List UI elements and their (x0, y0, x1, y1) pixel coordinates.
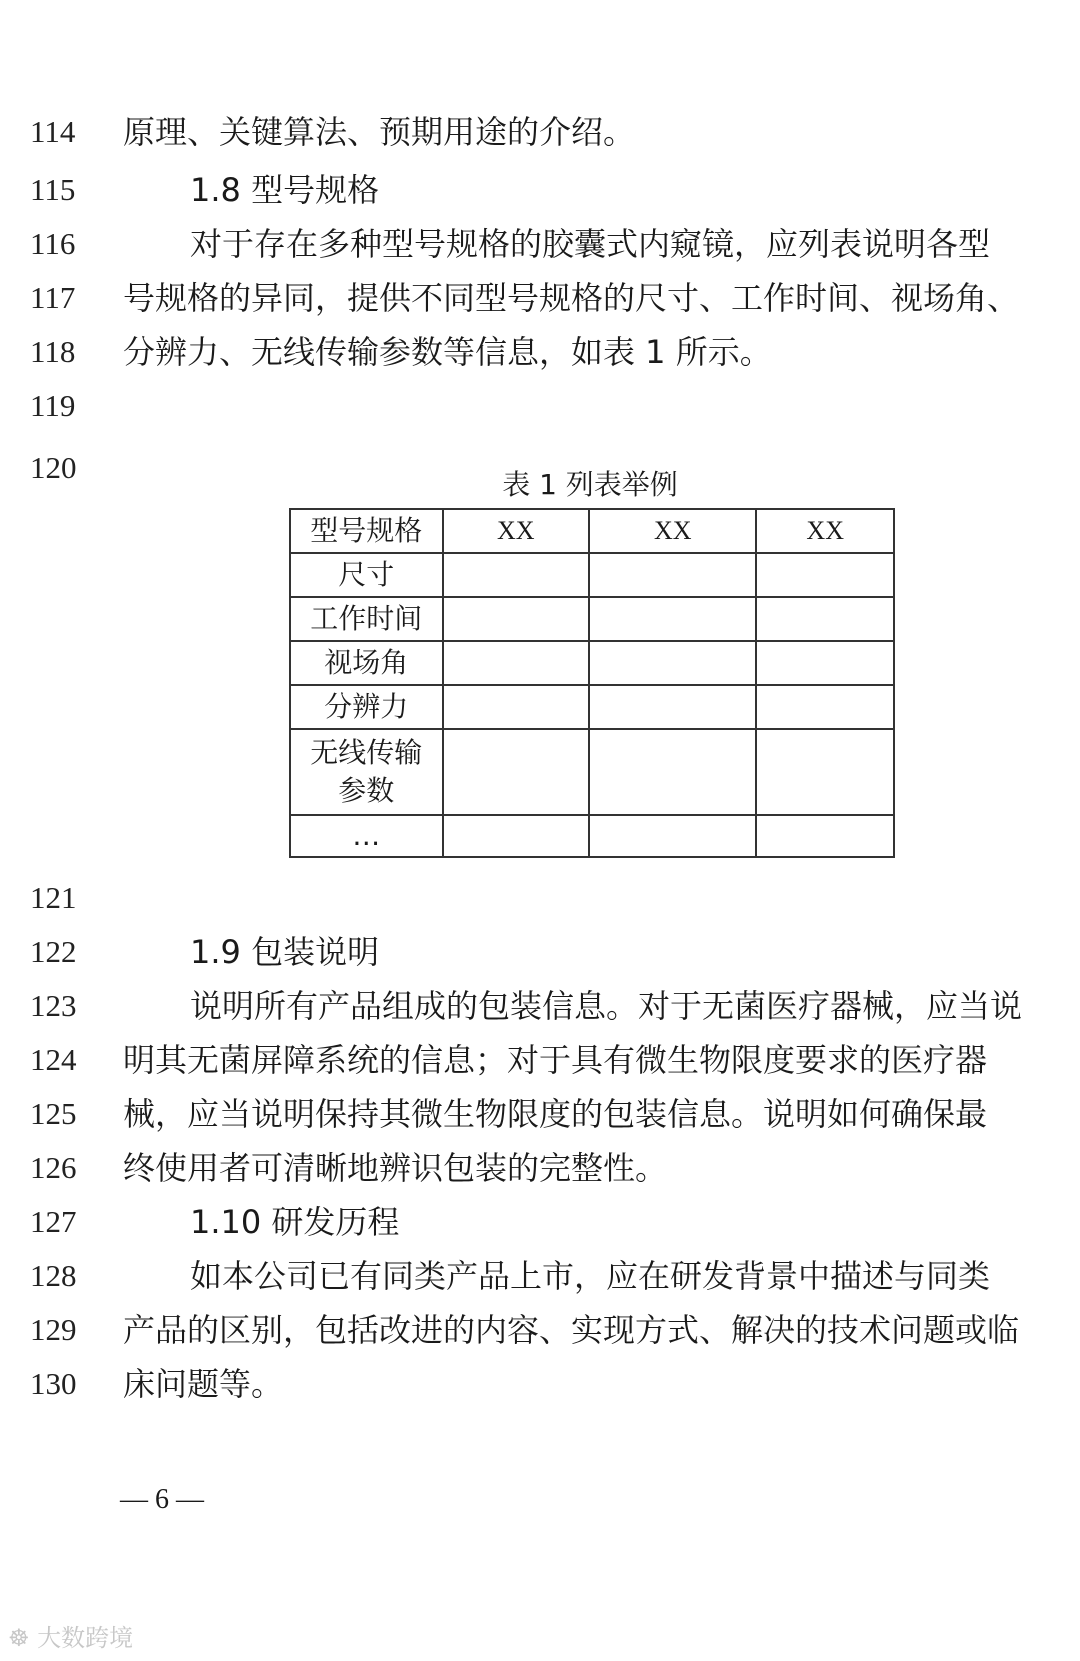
body-text: 原理、关键算法、预期用途的介绍。 (123, 113, 636, 151)
line-number: 114 (30, 114, 76, 149)
section-heading: 1.10 研发历程 (190, 1203, 400, 1241)
watermark-logo-icon: ☸ (8, 1624, 38, 1652)
table-row (290, 597, 894, 641)
line-number: 121 (30, 880, 77, 915)
line-number: 123 (30, 988, 77, 1023)
table-header-label: 型号规格 (290, 509, 443, 553)
table-row (290, 641, 894, 685)
body-text: 说明所有产品组成的包装信息。对于无菌医疗器械，应当说 (190, 987, 1023, 1025)
line-number: 125 (30, 1096, 77, 1131)
watermark (8, 1618, 133, 1653)
line-number: 115 (30, 172, 76, 207)
line-number: 128 (30, 1258, 77, 1293)
table-row (290, 685, 894, 729)
body-text: 产品的区别，包括改进的内容、实现方式、解决的技术问题或临 (123, 1311, 1020, 1349)
body-text: 号规格的异同，提供不同型号规格的尺寸、工作时间、视场角、 (123, 279, 1020, 317)
line-number: 119 (30, 388, 76, 423)
row-label: … (290, 815, 443, 857)
row-label: 视场角 (290, 641, 443, 685)
section-heading: 1.8 型号规格 (190, 171, 380, 209)
line-number: 118 (30, 334, 76, 369)
body-text: 终使用者可清晰地辨识包装的完整性。 (123, 1149, 668, 1187)
body-text: 对于存在多种型号规格的胶囊式内窥镜，应列表说明各型 (190, 225, 991, 263)
line-number: 127 (30, 1204, 77, 1239)
spec-table (289, 508, 895, 858)
row-label: 无线传输参数 (290, 729, 443, 815)
body-text: 如本公司已有同类产品上市，应在研发背景中描述与同类 (190, 1257, 991, 1295)
row-label: 尺寸 (290, 553, 443, 597)
page-number: — 6 — (120, 1484, 204, 1515)
line-number: 126 (30, 1150, 77, 1185)
line-number: 130 (30, 1366, 77, 1401)
row-label: 分辨力 (290, 685, 443, 729)
table-row (290, 815, 894, 857)
line-number: 122 (30, 934, 77, 969)
body-text: 分辨力、无线传输参数等信息，如表 1 所示。 (123, 333, 772, 371)
body-text: 床问题等。 (123, 1365, 284, 1403)
row-label: 工作时间 (290, 597, 443, 641)
table-header-cell: XX (756, 509, 894, 553)
line-number: 117 (30, 280, 76, 315)
watermark-text: 大数跨境 (37, 1624, 134, 1652)
line-number: 120 (30, 450, 77, 485)
table-row (290, 729, 894, 815)
table-row (290, 553, 894, 597)
line-number: 124 (30, 1042, 77, 1077)
section-heading: 1.9 包装说明 (190, 933, 380, 971)
line-number: 129 (30, 1312, 77, 1347)
table-caption: 表 1 列表举例 (502, 468, 678, 501)
table-header-row (290, 509, 894, 553)
body-text: 明其无菌屏障系统的信息；对于具有微生物限度要求的医疗器 (123, 1041, 988, 1079)
table-header-cell: XX (443, 509, 589, 553)
table-header-cell: XX (589, 509, 756, 553)
line-number: 116 (30, 226, 76, 261)
body-text: 械，应当说明保持其微生物限度的包装信息。说明如何确保最 (123, 1095, 988, 1133)
